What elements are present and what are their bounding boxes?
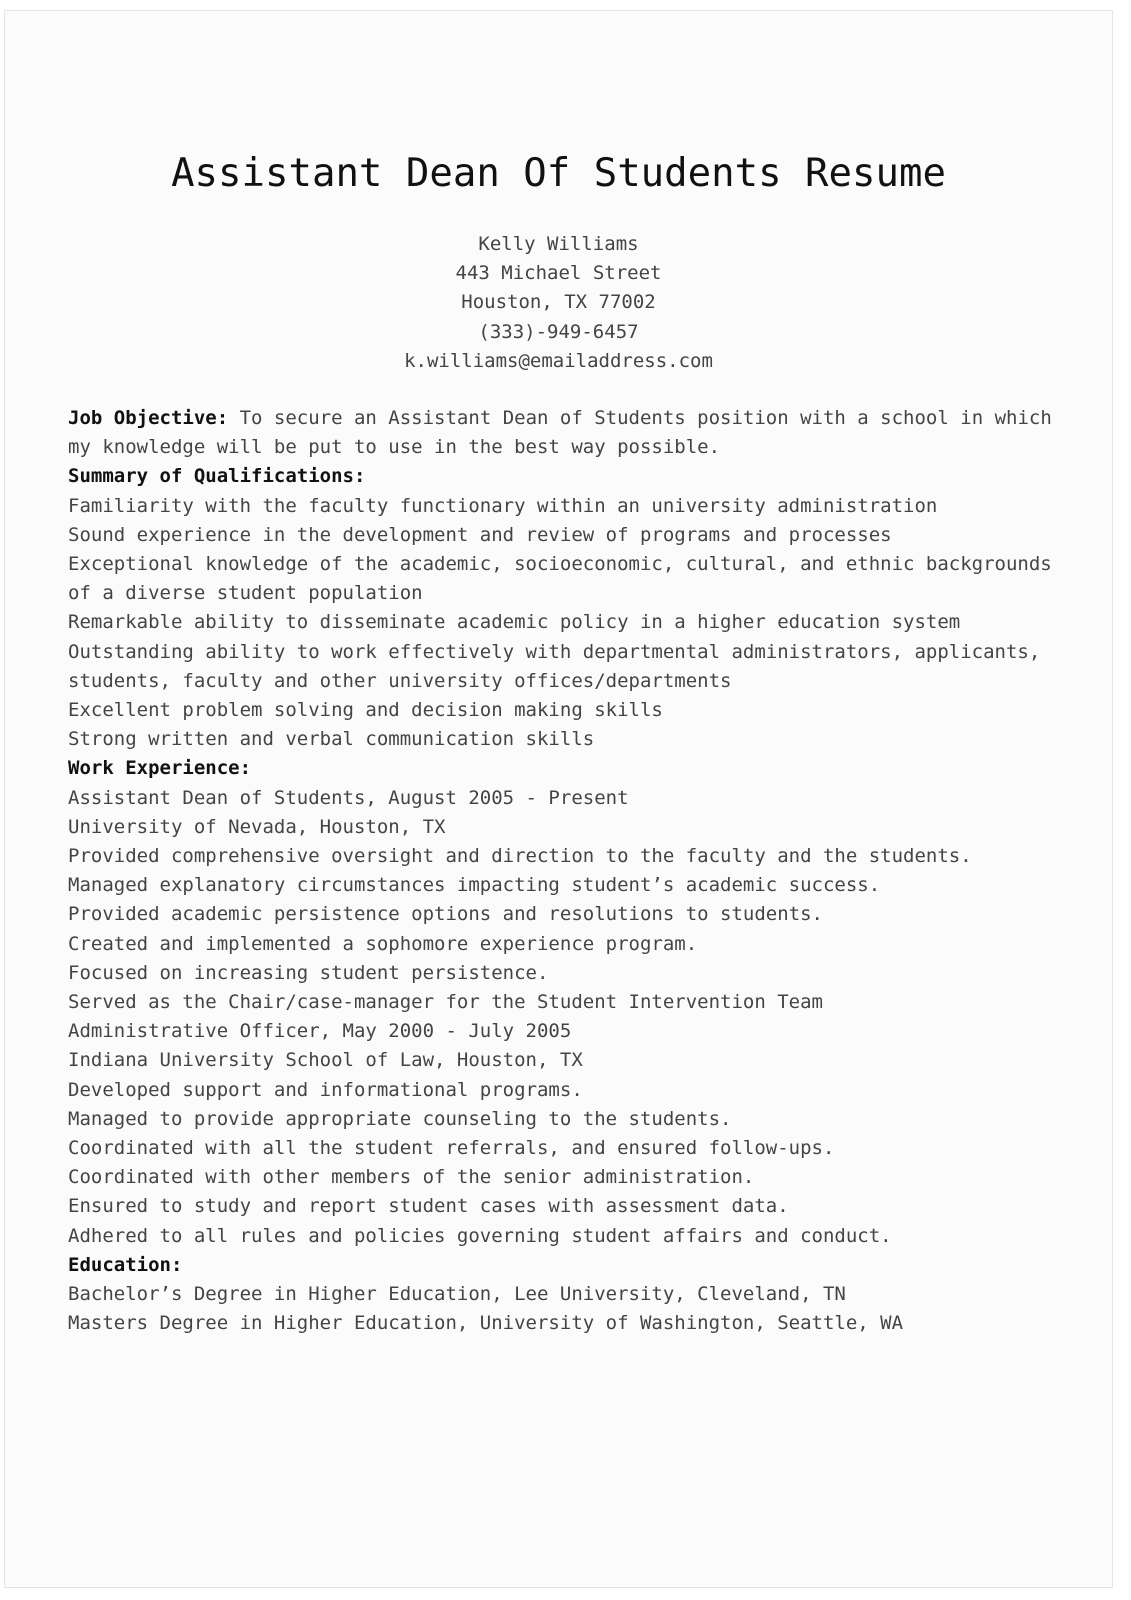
- job-duty: Adhered to all rules and policies governing student affairs and conduct.: [68, 1224, 892, 1247]
- resume-title: Assistant Dean Of Students Resume: [171, 151, 946, 196]
- job-duty: Focused on increasing student persistence.: [68, 961, 549, 984]
- job-duty: Served as the Chair/case-manager for the Student Intervention Team: [68, 991, 823, 1014]
- job-duty: Coordinated with all the student referrals, and ensured follow-ups.: [68, 1137, 835, 1160]
- qualification-item: Familiarity with the faculty functionary within an university administration: [68, 494, 938, 517]
- job-duty: Provided academic persistence options and resolutions to students.: [68, 903, 823, 926]
- job-title-line: Administrative Officer, May 2000 - July 2005: [68, 1020, 572, 1043]
- qualifications-heading: Summary of Qualifications:: [68, 465, 366, 488]
- job-duty: Managed to provide appropriate counseling to the students.: [68, 1107, 732, 1130]
- objective-label: Job Objective:: [68, 407, 229, 429]
- job-duty: Developed support and informational programs.: [68, 1078, 583, 1101]
- experience-heading: Work Experience:: [68, 757, 252, 780]
- qualification-item: Outstanding ability to work effectively with departmental administrators, applicants, students, faculty and other university offices/departments: [68, 640, 1052, 692]
- job-employer-line: University of Nevada, Houston, TX: [68, 815, 446, 838]
- qualification-item: Sound experience in the development and review of programs and processes: [68, 523, 892, 546]
- job-duty: Managed explanatory circumstances impacting student’s academic success.: [68, 874, 881, 897]
- objective-text: To secure an Assistant Dean of Students position with a school in which my knowledge will be put to use in the best way possible.: [68, 407, 1064, 459]
- education-item: Bachelor’s Degree in Higher Education, Lee University, Cleveland, TN: [68, 1283, 846, 1306]
- contact-block: [5, 230, 1112, 376]
- education-item: Masters Degree in Higher Education, University of Washington, Seattle, WA: [68, 1312, 904, 1335]
- contact-phone: (333)-949-6457: [478, 320, 639, 343]
- job-objective: [68, 404, 1064, 462]
- job-duty: Provided comprehensive oversight and direction to the faculty and the students.: [68, 845, 972, 868]
- resume-page: [4, 10, 1113, 1588]
- contact-name: Kelly Williams: [478, 233, 639, 255]
- resume-body: [68, 404, 1064, 1339]
- contact-city: Houston, TX 77002: [461, 291, 656, 314]
- job-duty: Created and implemented a sophomore experience program.: [68, 932, 698, 955]
- qualification-item: Excellent problem solving and decision making skills: [68, 699, 663, 722]
- job-title-line: Assistant Dean of Students, August 2005 - Present: [68, 786, 629, 809]
- qualification-item: Exceptional knowledge of the academic, socioeconomic, cultural, and ethnic backgrounds of a diverse student population: [68, 553, 1064, 605]
- contact-email: k.williams@emailaddress.com: [404, 349, 713, 372]
- job-duty: Ensured to study and report student cases with assessment data.: [68, 1195, 789, 1218]
- contact-street: 443 Michael Street: [455, 262, 662, 285]
- job-duty: Coordinated with other members of the senior administration.: [68, 1166, 755, 1189]
- qualification-item: Strong written and verbal communication skills: [68, 728, 595, 751]
- job-employer-line: Indiana University School of Law, Houston, TX: [68, 1049, 583, 1072]
- qualification-item: Remarkable ability to disseminate academic policy in a higher education system: [68, 611, 961, 634]
- education-heading: Education:: [68, 1253, 183, 1276]
